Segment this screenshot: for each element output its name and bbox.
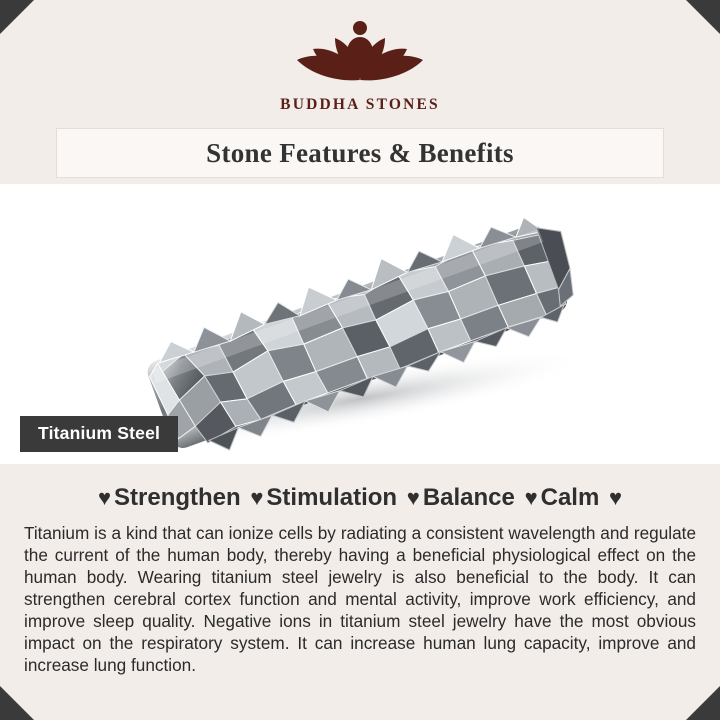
benefit-keyword-strengthen: Strengthen (114, 484, 241, 511)
benefits-description: Titanium is a kind that can ionize cells by radiating a consistent wavelength and regulate the current of the human body, thereby having a beneficial physiological effect on the human body. Wearing titanium steel jewelry is also beneficial to the body. It can strengthen cerebral cortex function and mental activity, improve work efficiency, and improve sleep quality. Negative ions in titanium steel jewelry have the most obvious impact on the respiratory system. It can increase human lung capacity, improve and increase lung function. (24, 523, 696, 676)
product-image-area (0, 184, 720, 464)
benefit-keyword-stimulation: Stimulation (266, 484, 398, 511)
benefits-keywords (22, 478, 698, 520)
heart-icon-1: ♥ (250, 485, 264, 510)
lotus-meditation-icon (0, 16, 720, 94)
brand-header (0, 0, 720, 128)
benefit-keyword-balance: Balance (422, 484, 515, 511)
corner-decoration-top-right (686, 0, 720, 34)
corner-decoration-top-left (0, 0, 34, 34)
heart-icon-2: ♥ (406, 485, 420, 510)
product-label-badge: Titanium Steel (20, 416, 178, 452)
page-title: Stone Features & Benefits (206, 137, 514, 168)
benefits-section (22, 464, 698, 676)
heart-icon-4: ♥ (608, 485, 623, 510)
corner-decoration-bottom-right (686, 686, 720, 720)
heart-icon-0: ♥ (97, 485, 112, 510)
section-title-banner (56, 128, 664, 178)
brand-name: BUDDHA STONES (280, 96, 440, 113)
corner-decoration-bottom-left (0, 686, 34, 720)
heart-icon-3: ♥ (524, 485, 538, 510)
benefit-keyword-calm: Calm (540, 484, 600, 511)
